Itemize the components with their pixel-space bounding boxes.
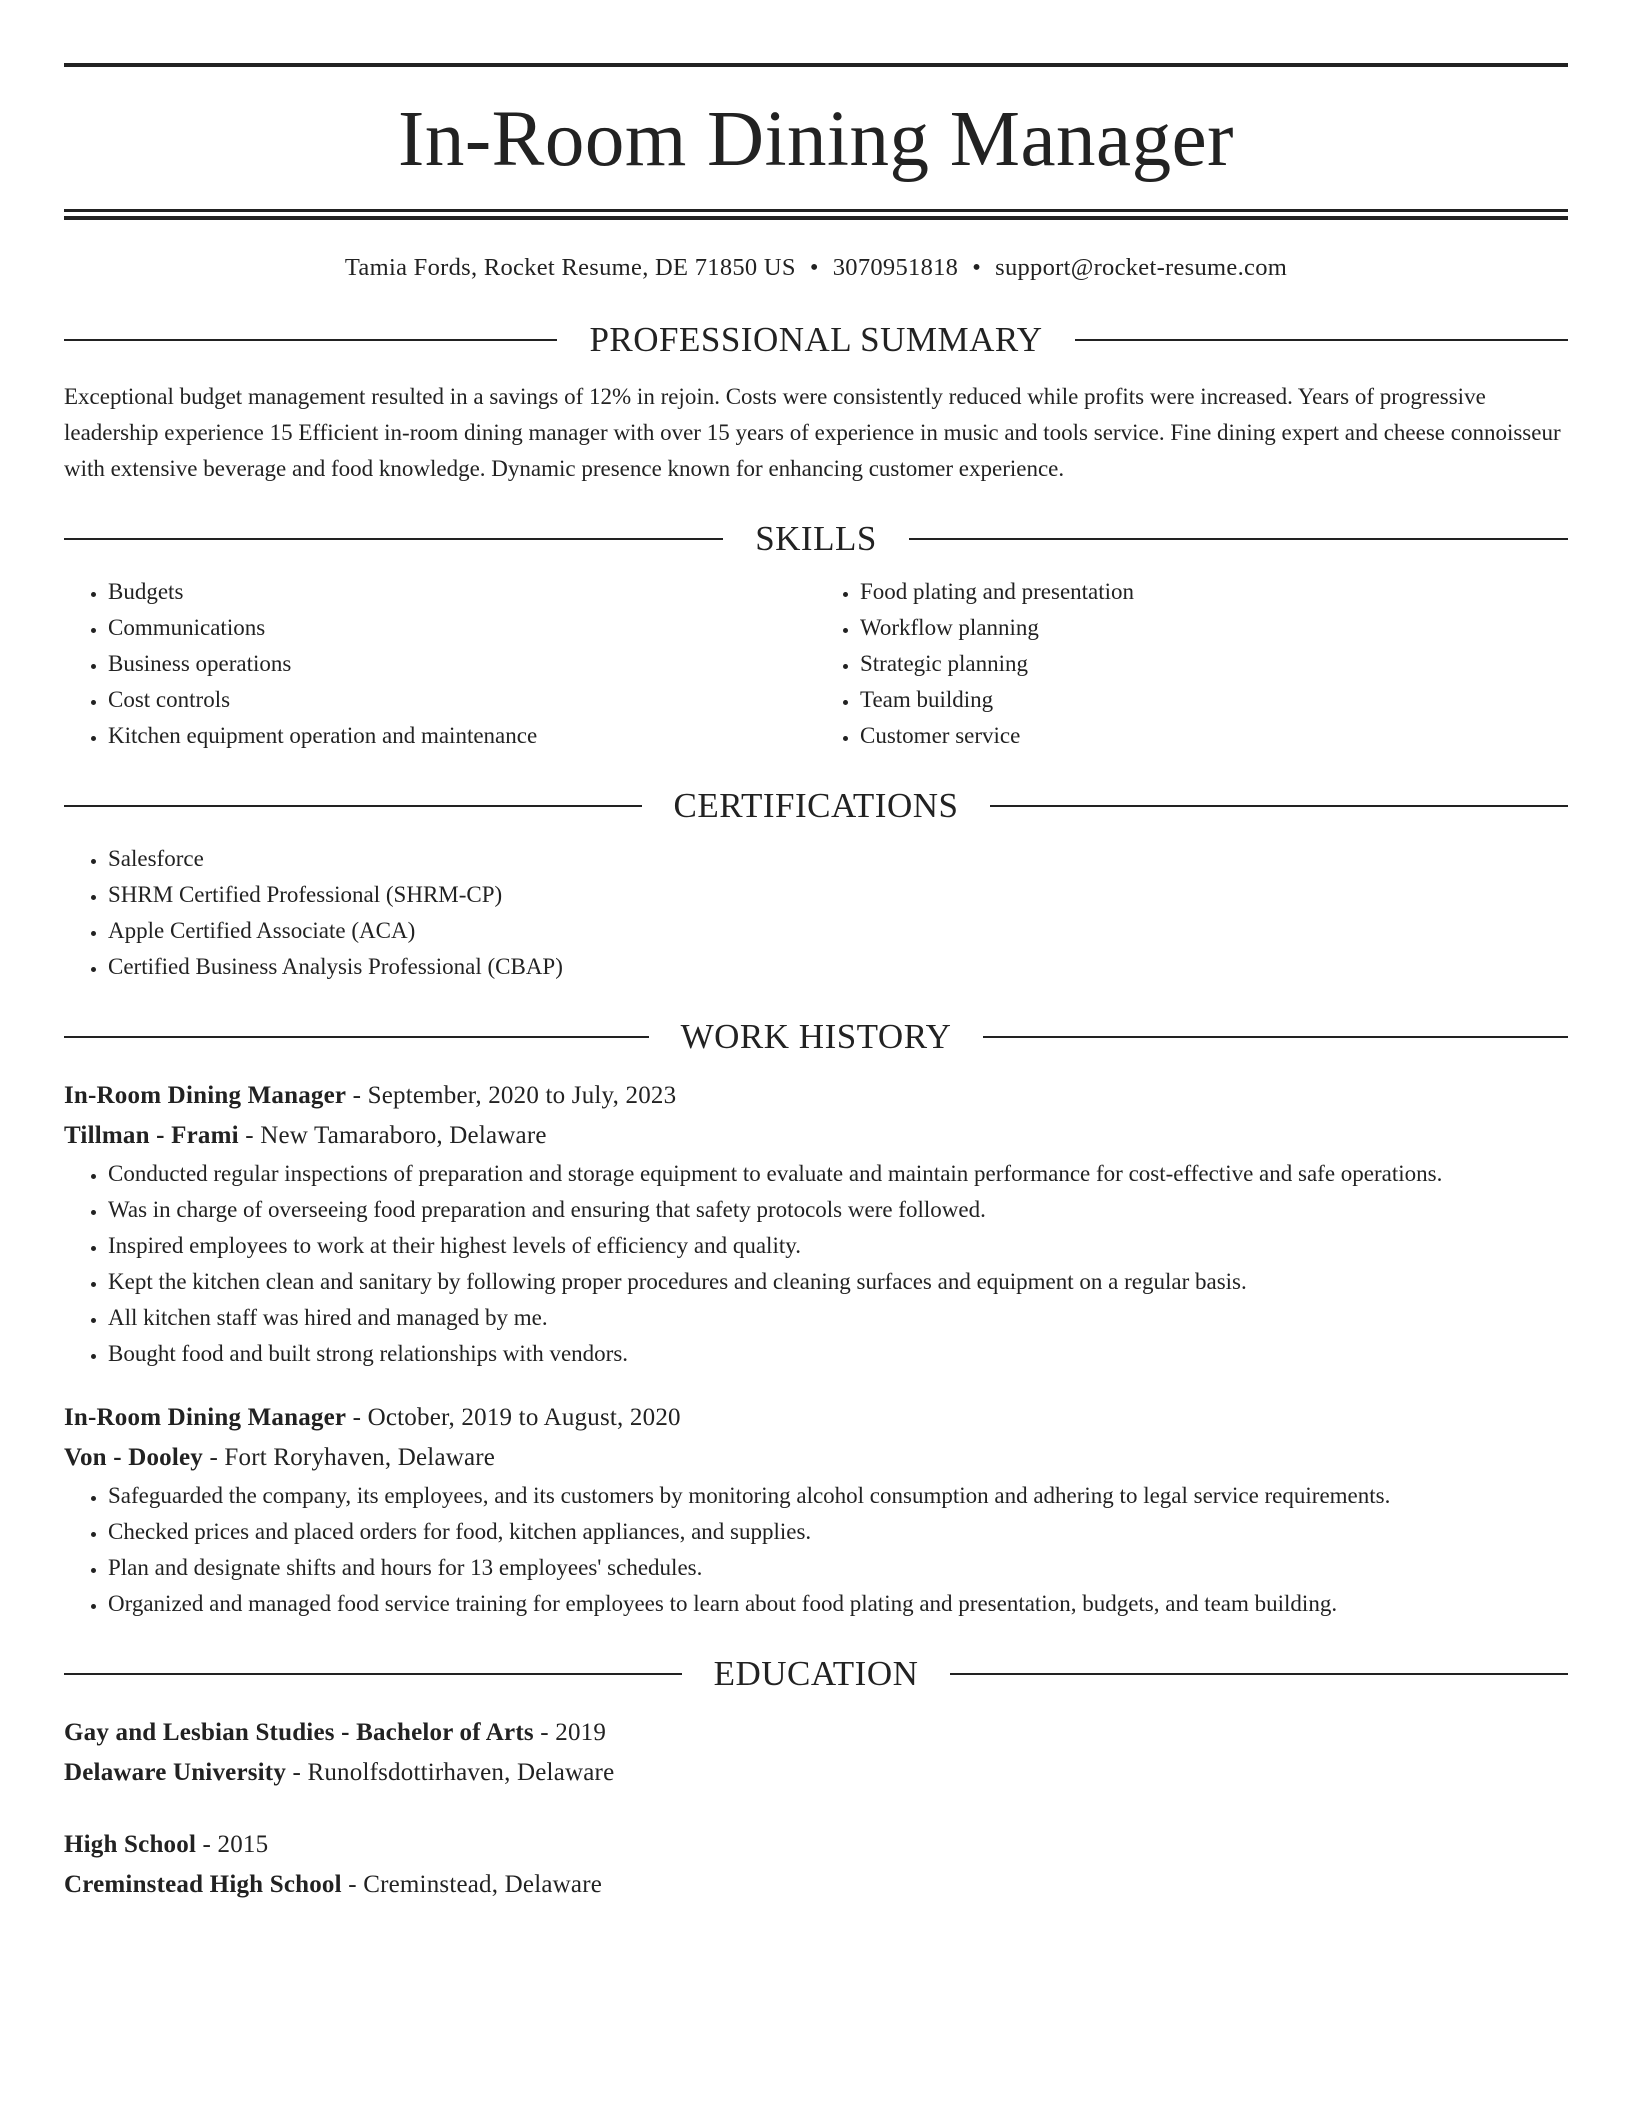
degree-line	[64, 1825, 1568, 1865]
skill-item: • Kitchen equipment operation and maintenance	[108, 718, 816, 754]
heading-rule	[1075, 339, 1568, 341]
certification-item: • Apple Certified Associate (ACA)	[108, 913, 1568, 949]
certification-item: • SHRM Certified Professional (SHRM-CP)	[108, 877, 1568, 913]
duty-item: • All kitchen staff was hired and managed by me.	[108, 1300, 1568, 1336]
skill-item: • Business operations	[108, 646, 816, 682]
school-name: Creminstead High School	[64, 1871, 342, 1898]
education-heading-label: EDUCATION	[713, 1654, 919, 1693]
degree-name: Gay and Lesbian Studies - Bachelor of Arts	[64, 1719, 534, 1746]
certifications-heading	[64, 788, 1568, 823]
skill-item: • Communications	[108, 610, 816, 646]
degree-year: - 2019	[533, 1719, 607, 1746]
skill-item: • Customer service	[860, 718, 1568, 754]
heading-rule	[64, 339, 557, 341]
school-name: Delaware University	[64, 1759, 287, 1786]
duty-item: • Was in charge of overseeing food preparation and ensuring that safety protocols were followed.	[108, 1192, 1568, 1228]
work-heading-label: WORK HISTORY	[680, 1017, 952, 1056]
top-rule	[64, 63, 1568, 67]
heading-rule	[983, 1036, 1568, 1038]
school-line	[64, 1865, 1568, 1905]
school-location: - Runolfsdottirhaven, Delaware	[286, 1759, 615, 1786]
duty-item: • Safeguarded the company, its employees, and its customers by monitoring alcohol consumption and adhering to legal service requirements.	[108, 1478, 1568, 1514]
job-location: - Fort Roryhaven, Delaware	[203, 1444, 496, 1471]
heading-rule	[64, 805, 642, 807]
job-company: Tillman - Frami	[64, 1122, 239, 1149]
job-title: In-Room Dining Manager	[64, 1082, 347, 1109]
job-company-line	[64, 1116, 1568, 1156]
job-entry	[64, 1398, 1568, 1622]
skills-heading-label: SKILLS	[755, 519, 877, 558]
job-company: Von - Dooley	[64, 1444, 203, 1471]
school-line	[64, 1753, 1568, 1793]
heading-rule	[990, 805, 1568, 807]
skill-item: • Strategic planning	[860, 646, 1568, 682]
duty-item: • Kept the kitchen clean and sanitary by following proper procedures and cleaning surfaces and equipment on a regular basis.	[108, 1264, 1568, 1300]
skill-item: • Workflow planning	[860, 610, 1568, 646]
contact-separator: •	[809, 254, 819, 281]
skills-column-left	[64, 574, 816, 754]
certification-item: • Salesforce	[108, 841, 1568, 877]
job-duties	[64, 1478, 1568, 1622]
job-location: - New Tamaraboro, Delaware	[238, 1122, 547, 1149]
heading-rule	[64, 1036, 649, 1038]
job-title-line	[64, 1076, 1568, 1116]
job-dates: - September, 2020 to July, 2023	[346, 1082, 677, 1109]
skill-item: • Team building	[860, 682, 1568, 718]
summary-heading	[64, 322, 1568, 357]
skills-column-right	[816, 574, 1568, 754]
job-title: In-Room Dining Manager	[64, 1404, 347, 1431]
duty-item: • Inspired employees to work at their highest levels of efficiency and quality.	[108, 1228, 1568, 1264]
degree-name: High School	[64, 1831, 197, 1858]
education-entry	[64, 1825, 1568, 1905]
degree-line	[64, 1713, 1568, 1753]
job-dates: - October, 2019 to August, 2020	[346, 1404, 681, 1431]
work-heading	[64, 1019, 1568, 1054]
duty-item: • Plan and designate shifts and hours for 13 employees' schedules.	[108, 1550, 1568, 1586]
contact-email[interactable]: support@rocket-resume.com	[995, 254, 1288, 281]
contact-line	[64, 254, 1568, 282]
certifications-list	[64, 841, 1568, 985]
job-entry	[64, 1076, 1568, 1372]
skills-heading	[64, 521, 1568, 556]
skills-list	[64, 574, 1568, 754]
degree-year: - 2015	[196, 1831, 269, 1858]
heading-rule	[950, 1673, 1568, 1675]
duty-item: • Conducted regular inspections of preparation and storage equipment to evaluate and maintain performance for cost-effective and safe operations.	[108, 1156, 1568, 1192]
contact-separator: •	[972, 254, 982, 281]
duty-item: • Checked prices and placed orders for food, kitchen appliances, and supplies.	[108, 1514, 1568, 1550]
skill-item: • Food plating and presentation	[860, 574, 1568, 610]
title-double-rule	[64, 209, 1568, 220]
contact-address: Tamia Fords, Rocket Resume, DE 71850 US	[344, 254, 796, 281]
job-company-line	[64, 1438, 1568, 1478]
heading-rule	[64, 538, 723, 540]
skill-item: • Budgets	[108, 574, 816, 610]
summary-text: Exceptional budget management resulted in a savings of 12% in rejoin. Costs were consistently reduced while profits were increased. Years of progressive leadership experience 15 Efficient in-room dining manager with over 15 years of experience in music and tools service. Fine dining expert and cheese connoisseur with extensive beverage and food knowledge. Dynamic presence known for enhancing customer experience.	[64, 384, 1561, 481]
education-heading	[64, 1656, 1568, 1691]
resume-title: In-Room Dining Manager	[398, 96, 1234, 183]
summary-heading-label: PROFESSIONAL SUMMARY	[589, 320, 1043, 359]
job-title-line	[64, 1398, 1568, 1438]
certifications-heading-label: CERTIFICATIONS	[673, 786, 959, 825]
duty-item: • Bought food and built strong relationships with vendors.	[108, 1336, 1568, 1372]
job-duties	[64, 1156, 1568, 1372]
contact-phone: 3070951818	[832, 254, 959, 281]
school-location: - Creminstead, Delaware	[341, 1871, 603, 1898]
education-entry	[64, 1713, 1568, 1793]
heading-rule	[909, 538, 1568, 540]
certification-item: • Certified Business Analysis Professional (CBAP)	[108, 949, 1568, 985]
duty-item: • Organized and managed food service training for employees to learn about food plating and presentation, budgets, and team building.	[108, 1586, 1568, 1622]
skill-item: • Cost controls	[108, 682, 816, 718]
heading-rule	[64, 1673, 682, 1675]
